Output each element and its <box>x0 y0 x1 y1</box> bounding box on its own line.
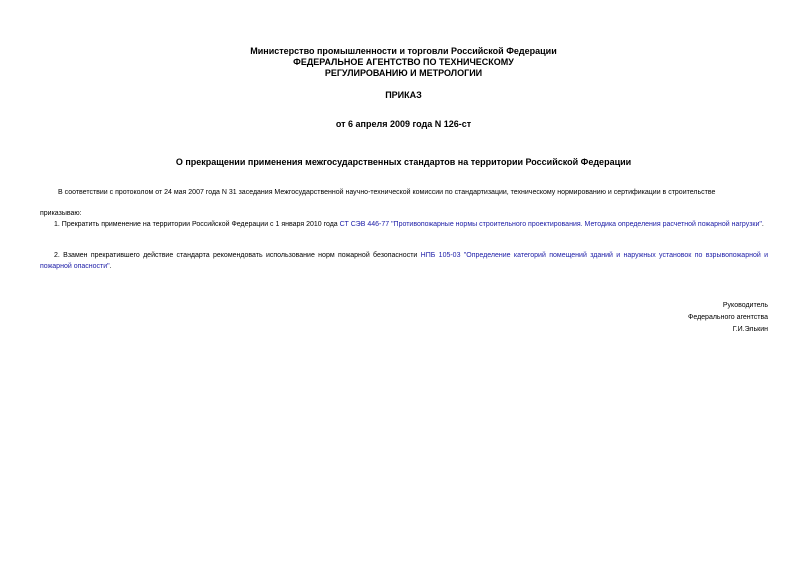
agency-name-line-1: ФЕДЕРАЛЬНОЕ АГЕНТСТВО ПО ТЕХНИЧЕСКОМУ <box>293 57 514 67</box>
ministry-name: Министерство промышленности и торговли Российской Федерации <box>250 46 557 56</box>
preamble-paragraph: В соответствии с протоколом от 24 мая 2007 года N 31 заседания Межгосударственной научно-технической комиссии по стандартизации, техническому нормированию и сертификации в строительстве <box>58 189 716 196</box>
signature-organization: Федерального агентства <box>688 314 768 321</box>
signature-name: Г.И.Элькин <box>732 326 768 333</box>
link-npb-105-03[interactable]: НПБ 105-03 "Определение категорий помещений зданий и наружных установок по взрывопожарной и пожарной опасности" <box>40 252 769 270</box>
order-item-1-text: 1. Прекратить применение на территории Российской Федерации с 1 января 2010 года <box>54 221 340 228</box>
document-header <box>0 46 807 79</box>
signature-position: Руководитель <box>722 302 768 309</box>
agency-name-line-2: РЕГУЛИРОВАНИЮ И МЕТРОЛОГИИ <box>324 68 483 78</box>
order-item-2-text: 2. Взамен прекратившего действие стандарта рекомендовать использование норм пожарной безопасности <box>54 252 421 259</box>
document-date-number: от 6 апреля 2009 года N 126-ст <box>335 119 472 129</box>
order-item-1-suffix: . <box>761 221 764 228</box>
order-word: приказываю: <box>40 210 82 217</box>
document-type-title: ПРИКАЗ <box>385 90 422 100</box>
order-item-2 <box>40 250 768 272</box>
signature-block <box>688 300 768 336</box>
order-item-2-suffix: . <box>109 263 112 270</box>
order-item-1 <box>40 219 768 230</box>
link-st-sev-446-77[interactable]: СТ СЭВ 446-77 "Противопожарные нормы строительного проектирования. Методика определения расчетной пожарной нагрузки" <box>339 221 762 228</box>
document-subject: О прекращении применения межгосударственных стандартов на территории Российской Федерации <box>175 157 632 167</box>
